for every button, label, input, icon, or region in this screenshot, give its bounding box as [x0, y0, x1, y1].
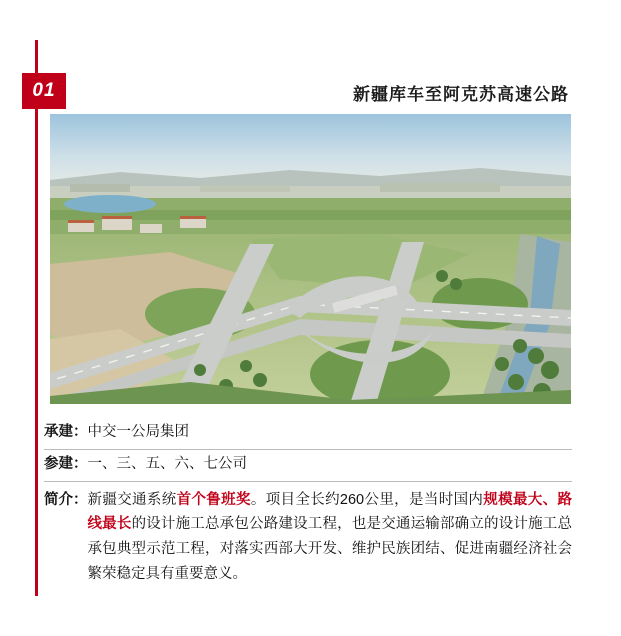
row-label-description: 简介：	[44, 491, 88, 508]
row-label-participants: 参建：	[44, 455, 88, 472]
row-value-contractor: 中交一公局集团	[87, 424, 189, 440]
project-info-block	[44, 418, 572, 587]
desc-segment-3: 的设计施工总承包公路建设工程，也是交通运输部确立的设计施工总承包典型示范工程，对落实西部大开发、维护民族团结、促进南疆经济社会繁荣稳定具有重要意义。	[87, 516, 572, 583]
aerial-highway-illustration	[50, 114, 571, 404]
row-label-contractor: 承建：	[44, 424, 88, 440]
desc-segment-1: 新疆交通系统	[87, 491, 177, 508]
item-number-badge: 01	[22, 73, 66, 109]
desc-highlight-1: 首个鲁班奖	[176, 491, 251, 508]
page-title: 新疆库车至阿克苏高速公路	[353, 85, 569, 104]
table-row	[44, 418, 572, 450]
description-row	[44, 482, 572, 588]
row-value-participants: 一、三、五、六、七公司	[87, 455, 247, 472]
description-text	[88, 488, 573, 588]
desc-segment-2: 。项目全长约260公里，是当时国内	[250, 491, 484, 508]
project-photo	[50, 114, 571, 404]
left-accent-rule	[35, 40, 38, 596]
desc-highlight-2: 规模最大、路线最长	[87, 491, 573, 533]
table-row	[44, 450, 572, 482]
